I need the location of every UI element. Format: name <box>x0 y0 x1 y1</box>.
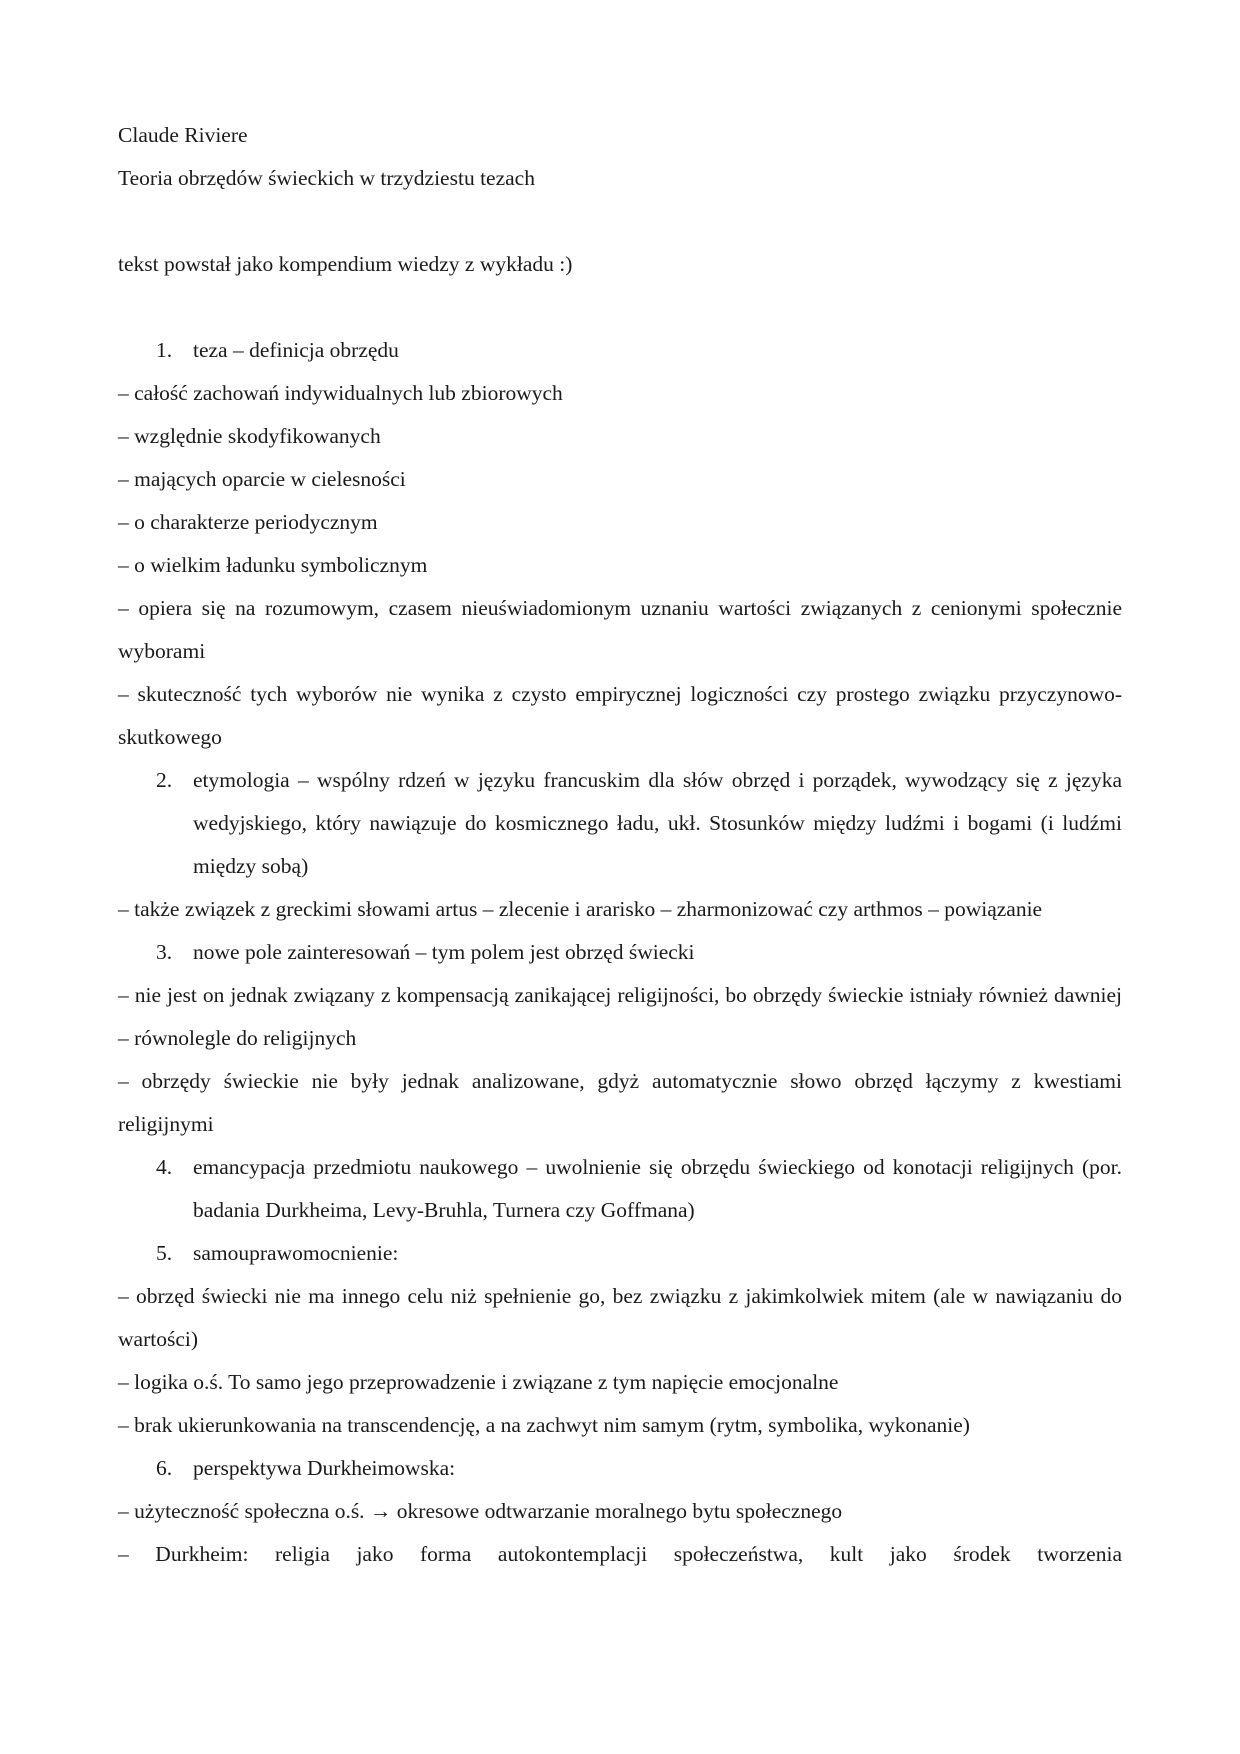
bullet-point: – skuteczność tych wyborów nie wynika z czysto empirycznej logiczności czy prostego związku przyczynowo-skutkowego <box>118 682 1122 749</box>
bullet-point: – Durkheim: religia jako forma autokontemplacji społeczeństwa, kult jako środek tworzenia <box>118 1542 1122 1566</box>
bullet-point: – także związek z greckimi słowami artus – zlecenie i ararisko – zharmonizować czy arthmos – powiązanie <box>118 897 1043 921</box>
list-number: 3. <box>156 940 173 964</box>
bullet-point: – użyteczność społeczna o.ś. → okresowe odtwarzanie moralnego bytu społecznego <box>118 1499 843 1523</box>
list-item-2 <box>118 759 1122 888</box>
list-number: 6. <box>156 1456 173 1480</box>
list-item-6 <box>118 1447 1122 1490</box>
list-item-3 <box>118 931 1122 974</box>
bullet-point: – brak ukierunkowania na transcendencję, a na zachwyt nim samym (rytm, symbolika, wykonanie) <box>118 1413 970 1437</box>
list-item-5 <box>118 1232 1122 1275</box>
list-number: 5. <box>156 1241 173 1265</box>
bullet-point: – logika o.ś. To samo jego przeprowadzenie i związane z tym napięcie emocjonalne <box>118 1370 839 1394</box>
list-number: 1. <box>156 338 173 362</box>
list-number: 4. <box>156 1155 173 1179</box>
list-heading: nowe pole zainteresowań – tym polem jest obrzęd świecki <box>193 940 695 964</box>
bullet-point: – nie jest on jednak związany z kompensacją zanikającej religijności, bo obrzędy świeckie istniały również dawniej – równolegle do religijnych <box>118 983 1122 1050</box>
spacer <box>118 286 1122 329</box>
list-heading: emancypacja przedmiotu naukowego – uwolnienie się obrzędu świeckiego od konotacji religijnych (por. badania Durkheima, Levy-Bruhla, Turnera czy Goffmana) <box>193 1155 1122 1222</box>
bullet-point: – opiera się na rozumowym, czasem nieuświadomionym uznaniu wartości związanych z cenionymi społecznie wyborami <box>118 596 1122 663</box>
list-heading: perspektywa Durkheimowska: <box>193 1456 456 1480</box>
bullet-point: – o wielkim ładunku symbolicznym <box>118 553 428 577</box>
document-page <box>118 114 1122 1576</box>
list-number: 2. <box>156 768 173 792</box>
document-title: Teoria obrzędów świeckich w trzydziestu tezach <box>118 166 535 190</box>
bullet-point: – obrzęd świecki nie ma innego celu niż spełnienie go, bez związku z jakimkolwiek mitem (ale w nawiązaniu do wartości) <box>118 1284 1122 1351</box>
document-author: Claude Riviere <box>118 123 248 147</box>
list-item-1 <box>118 329 1122 372</box>
bullet-point: – mających oparcie w cielesności <box>118 467 406 491</box>
bullet-point: – obrzędy świeckie nie były jednak analizowane, gdyż automatycznie słowo obrzęd łączymy z kwestiami religijnymi <box>118 1069 1122 1136</box>
bullet-point: – względnie skodyfikowanych <box>118 424 381 448</box>
list-heading: samouprawomocnienie: <box>193 1241 399 1265</box>
intro-note: tekst powstał jako kompendium wiedzy z wykładu :) <box>118 252 573 276</box>
list-heading: teza – definicja obrzędu <box>193 338 399 362</box>
list-heading: etymologia – wspólny rdzeń w języku francuskim dla słów obrzęd i porządek, wywodzący się z języka wedyjskiego, który nawiązuje do kosmicznego ładu, ukł. Stosunków między ludźmi i bogami (i ludźmi między sobą) <box>193 768 1122 878</box>
bullet-point: – całość zachowań indywidualnych lub zbiorowych <box>118 381 563 405</box>
bullet-point: – o charakterze periodycznym <box>118 510 378 534</box>
spacer <box>118 200 1122 243</box>
list-item-4 <box>118 1146 1122 1232</box>
